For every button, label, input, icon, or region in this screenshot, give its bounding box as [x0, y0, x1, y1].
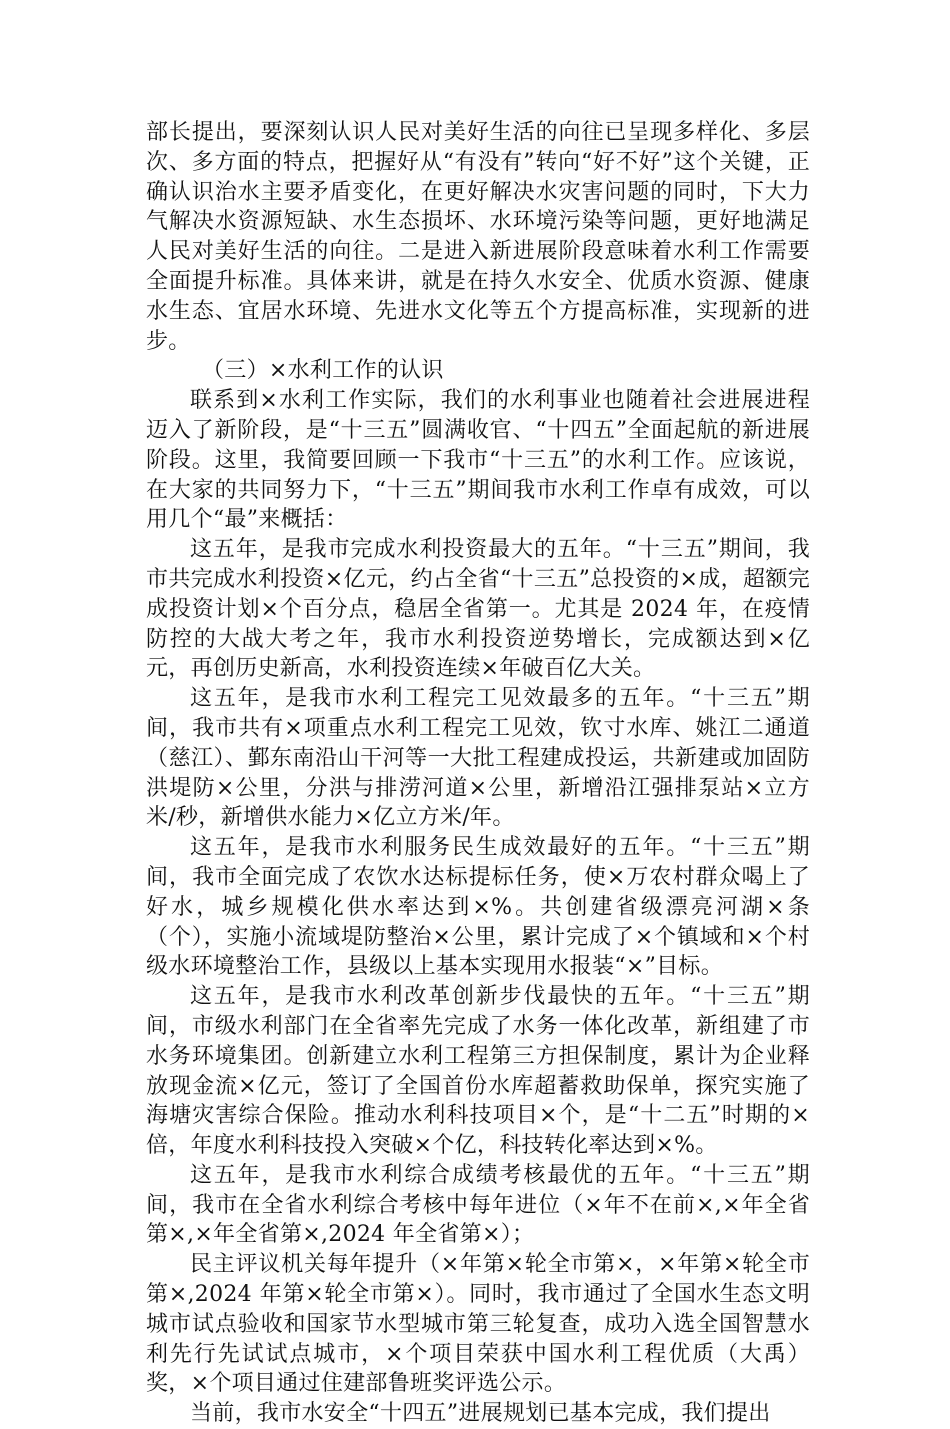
paragraph: 民主评议机关每年提升（×年第×轮全市第×，×年第×轮全市第×,2024 年第×轮全市第×）。同时，我市通过了全国水生态文明城市试点验收和国家节水型城市第三轮复查，成功入选全国智慧水利先行先试试点城市，×个项目荣获中国水利工程优质（大禹）奖，×个项目通过住建部鲁班奖评选公示。 [146, 1252, 810, 1397]
document-page [146, 118, 810, 1429]
section-heading: （三）×水利工作的认识 [202, 358, 444, 384]
paragraph: 这五年，是我市水利综合成绩考核最优的五年。“十三五”期间，我市在全省水利综合考核中每年进位（×年不在前×,×年全省第×,×年全省第×,2024 年全省第×）； [146, 1162, 810, 1248]
paragraph: 这五年，是我市水利改革创新步伐最快的五年。“十三五”期间，市级水利部门在全省率先完成了水务一体化改革，新组建了市水务环境集团。创新建立水利工程第三方担保制度，累计为企业释放现金流×亿元，签订了全国首份水库超蓄救助保单，探究实施了海塘灾害综合保险。推动水利科技项目×个，是“十二五”时期的×倍，年度水利科技投入突破×个亿，科技转化率达到×%。 [146, 984, 810, 1159]
paragraph-continuation: 部长提出，要深刻认识人民对美好生活的向往已呈现多样化、多层次、多方面的特点，把握好从“有没有”转向“好不好”这个关键，正确认识治水主要矛盾变化，在更好解决水灾害问题的同时，下大力气解决水资源短缺、水生态损坏、水环境污染等问题，更好地满足人民对美好生活的向往。二是进入新进展阶段意味着水利工作需要全面提升标准。具体来讲，就是在持久水安全、优质水资源、健康水生态、宜居水环境、先进水文化等五个方提高标准，实现新的进步。 [146, 120, 810, 354]
paragraph: 这五年，是我市水利工程完工见效最多的五年。“十三五”期间，我市共有×项重点水利工程完工见效，钦寸水库、姚江二通道（慈江）、鄞东南沿山干河等一大批工程建成投运，共新建或加固防洪堤防×公里，分洪与排涝河道×公里，新增沿江强排泵站×立方米/秒，新增供水能力×亿立方米/年。 [146, 686, 810, 831]
paragraph: 当前，我市水安全“十四五”进展规划已基本完成，我们提出 [190, 1401, 771, 1427]
paragraph: 这五年，是我市水利服务民生成效最好的五年。“十三五”期间，我市全面完成了农饮水达标提标任务，使×万农村群众喝上了好水，城乡规模化供水率达到×%。共创建省级漂亮河湖×条（个），实施小流域堤防整治×公里，累计完成了×个镇域和×个村级水环境整治工作，县级以上基本实现用水报装“×”目标。 [146, 835, 810, 980]
paragraph: 这五年，是我市完成水利投资最大的五年。“十三五”期间，我市共完成水利投资×亿元，约占全省“十三五”总投资的×成，超额完成投资计划×个百分点，稳居全省第一。尤其是 2024 年，在疫情防控的大战大考之年，我市水利投资逆势增长，完成额达到×亿元，再创历史新高，水利投资连续×年破百亿大关。 [146, 537, 810, 682]
paragraph: 联系到×水利工作实际，我们的水利事业也随着社会进展进程迈入了新阶段，是“十三五”圆满收官、“十四五”全面起航的新进展阶段。这里，我简要回顾一下我市“十三五”的水利工作。应该说，在大家的共同努力下，“十三五”期间我市水利工作卓有成效，可以用几个“最”来概括： [146, 388, 810, 533]
